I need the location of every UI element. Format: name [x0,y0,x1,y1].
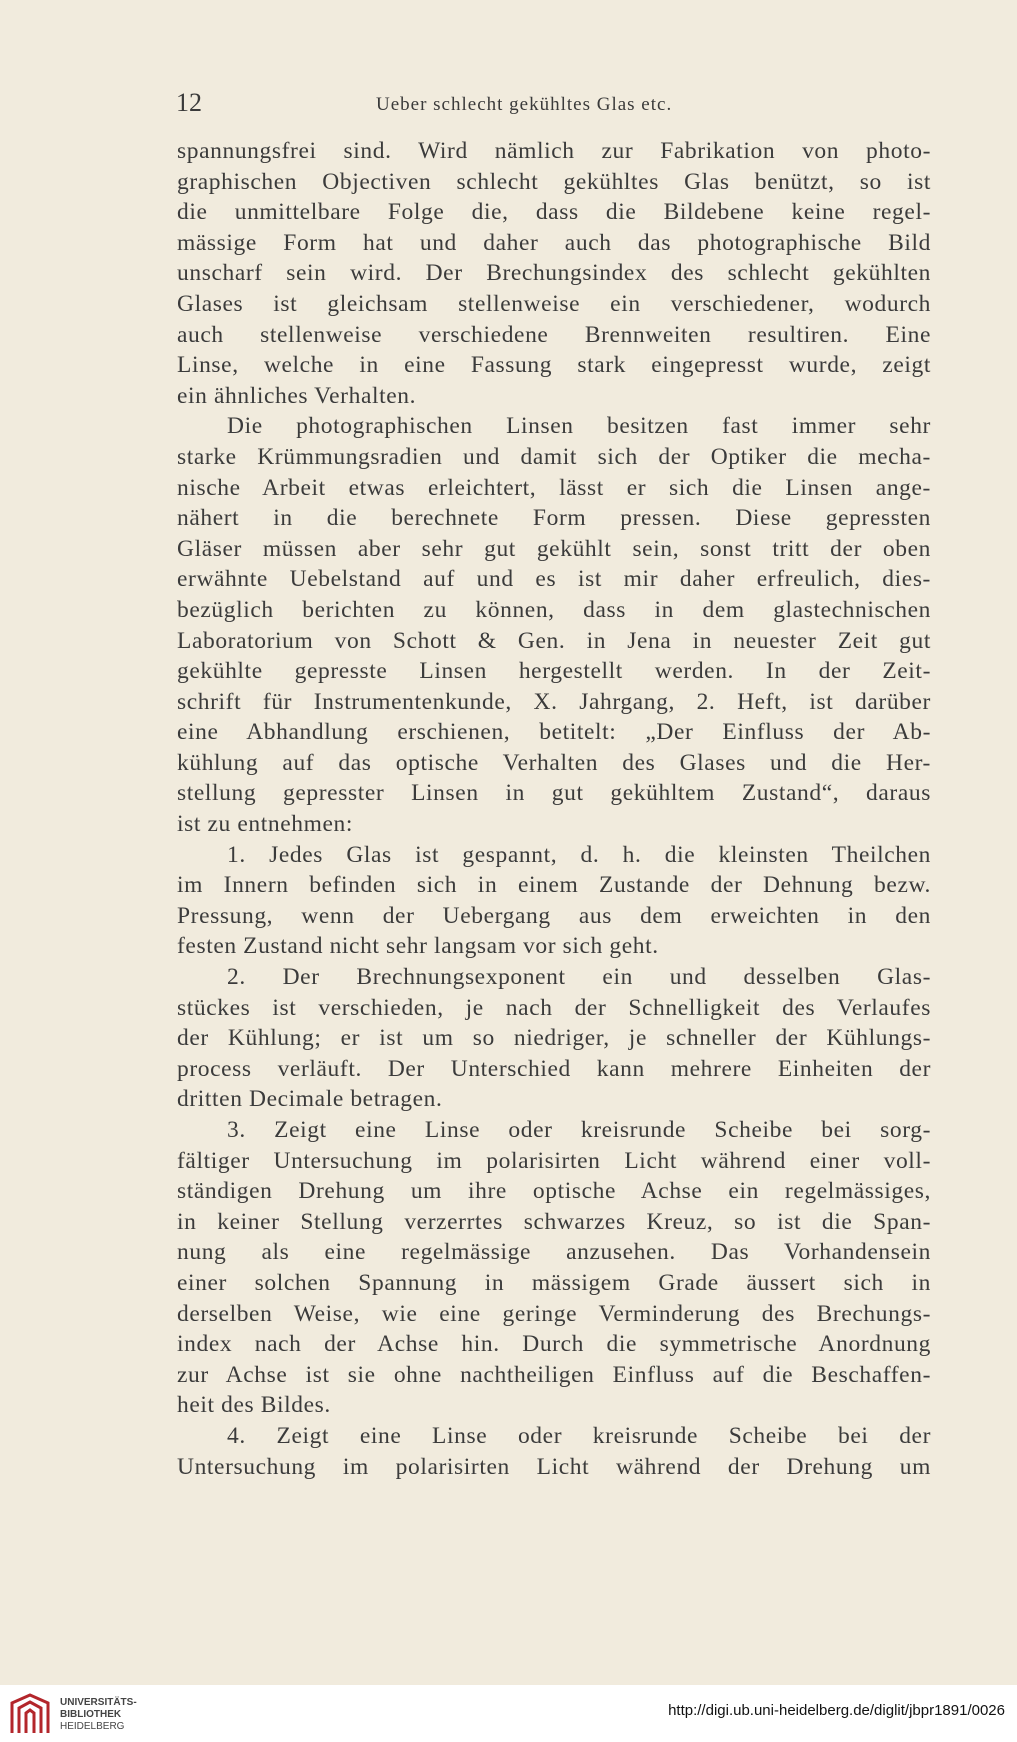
text-line: bezüglich berichten zu können, dass in dem glastechnischen [177,596,931,623]
text-line: zur Achse ist sie ohne nachtheiligen Einfluss auf die Beschaffen- [177,1361,931,1388]
text-line: ein ähnliches Verhalten. [177,382,417,409]
text-line: starke Krümmungsradien und damit sich der Optiker die mecha- [177,443,931,470]
text-line: ständigen Drehung um ihre optische Achse ein regelmässiges, [177,1178,931,1205]
text-line: Laboratorium von Schott & Gen. in Jena in neuester Zeit gut [177,627,931,654]
text-line: kühlung auf das optische Verhalten des Glases und die Her- [177,749,931,776]
text-line: eine Abhandlung erschienen, betitelt: „Der Einfluss der Ab- [177,719,931,746]
running-head: Ueber schlecht gekühltes Glas etc. [376,94,673,115]
logo-line: HEIDELBERG [60,1721,125,1732]
text-line: Gläser müssen aber sehr gut gekühlt sein, sonst tritt der oben [177,535,931,562]
logo-text [60,1697,137,1733]
page-number: 12 [176,88,202,117]
text-line: schrift für Instrumentenkunde, X. Jahrgang, 2. Heft, ist darüber [177,688,931,715]
text-line: nähert in die berechnete Form pressen. Diese gepressten [177,505,931,532]
text-line: 2. Der Brechnungsexponent ein und desselben Glas- [227,964,931,991]
source-url-link[interactable]: http://digi.ub.uni-heidelberg.de/diglit/jbpr1891/0026 [668,1702,1005,1719]
text-line: fältiger Untersuchung im polarisirten Licht während einer voll- [177,1147,931,1174]
text-line: 4. Zeigt eine Linse oder kreisrunde Scheibe bei der [227,1422,931,1449]
logo-line: UNIVERSITÄTS- [60,1697,137,1708]
university-library-logo[interactable] [8,1693,148,1739]
text-line: festen Zustand nicht sehr langsam vor sich geht. [177,933,659,960]
text-line: gekühlte gepresste Linsen hergestellt werden. In der Zeit- [177,658,931,685]
text-line: erwähnte Uebelstand auf und es ist mir daher erfreulich, dies- [177,566,931,593]
text-line: Glases ist gleichsam stellenweise ein verschiedener, wodurch [177,290,931,317]
body-text [177,136,931,1482]
text-line: graphischen Objectiven schlecht gekühltes Glas benützt, so ist [177,168,931,195]
text-line: heit des Bildes. [177,1392,331,1419]
text-line: mässige Form hat und daher auch das photographische Bild [177,229,931,256]
text-line: Pressung, wenn der Uebergang aus dem erweichten in den [177,902,931,929]
text-line: auch stellenweise verschiedene Brennweiten resultiren. Eine [177,321,931,348]
text-line: 3. Zeigt eine Linse oder kreisrunde Scheibe bei sorg- [227,1117,931,1143]
page-header [176,88,846,122]
text-line: process verläuft. Der Unterschied kann mehrere Einheiten der [177,1055,931,1082]
text-line: stellung gepresster Linsen in gut gekühltem Zustand“, daraus [177,780,931,807]
text-line: Die photographischen Linsen besitzen fast immer sehr [227,413,931,440]
text-line: spannungsfrei sind. Wird nämlich zur Fabrikation von photo- [177,138,931,164]
library-logo-icon [8,1693,52,1735]
text-line: unscharf sein wird. Der Brechungsindex des schlecht gekühlten [177,260,931,287]
text-line: nung als eine regelmässige anzusehen. Das Vorhandensein [177,1239,931,1266]
text-line: in keiner Stellung verzerrtes schwarzes Kreuz, so ist die Span- [177,1208,931,1235]
text-line: Untersuchung im polarisirten Licht während der Drehung um [177,1453,931,1480]
text-line: im Innern befinden sich in einem Zustande der Dehnung bezw. [177,872,931,899]
text-line: derselben Weise, wie eine geringe Verminderung des Brechungs- [177,1300,931,1327]
text-line: nische Arbeit etwas erleichtert, lässt er sich die Linsen ange- [177,474,931,501]
text-line: ist zu entnehmen: [177,811,353,838]
text-line: der Kühlung; er ist um so niedriger, je schneller der Kühlungs- [177,1025,931,1052]
footer-bar [0,1685,1017,1742]
text-line: index nach der Achse hin. Durch die symmetrische Anordnung [177,1331,931,1358]
text-line: die unmittelbare Folge die, dass die Bildebene keine regel- [177,199,931,226]
text-line: einer solchen Spannung in mässigem Grade äussert sich in [177,1269,931,1296]
text-line: 1. Jedes Glas ist gespannt, d. h. die kleinsten Theilchen [227,841,931,868]
text-line: dritten Decimale betragen. [177,1086,443,1113]
text-line: Linse, welche in eine Fassung stark eingepresst wurde, zeigt [177,352,931,379]
logo-line: BIBLIOTHEK [60,1709,122,1720]
text-line: stückes ist verschieden, je nach der Schnelligkeit des Verlaufes [177,994,931,1021]
